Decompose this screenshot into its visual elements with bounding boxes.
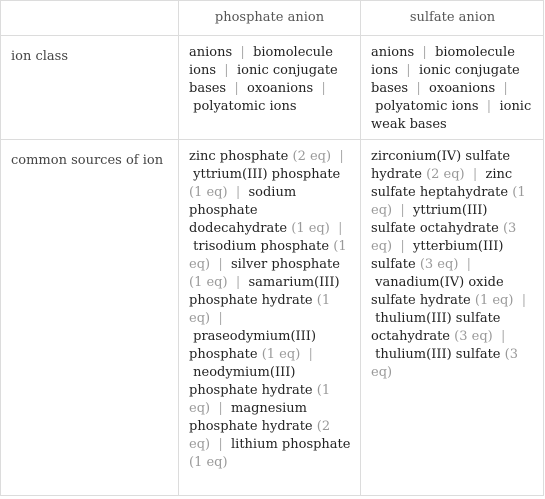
ion-class-sulfate-cell xyxy=(361,36,544,139)
list-separator: | xyxy=(189,311,223,344)
list-item-text: praseodymium(III) phosphate xyxy=(189,329,317,362)
equivalents-label: (1 eq) xyxy=(189,239,347,272)
equivalents-label: (3 eq) xyxy=(371,347,518,380)
equivalents-label: (1 eq) xyxy=(371,185,526,218)
list-item-text: ionic weak bases xyxy=(371,99,532,132)
list-separator: | xyxy=(392,239,414,254)
list-separator: | xyxy=(226,81,248,96)
sources-phosphate-cell xyxy=(179,140,360,496)
list-item-text: magnesium phosphate hydrate xyxy=(189,401,313,434)
list-item-text: polyatomic ions xyxy=(375,99,479,114)
list-item-text: vanadium(IV) oxide sulfate hydrate xyxy=(371,275,504,308)
list-item-text: biomolecule ions xyxy=(189,45,333,78)
list-item-text: zinc phosphate xyxy=(189,149,289,164)
list-separator: | xyxy=(464,167,486,182)
ion-class-phosphate-cell xyxy=(179,36,360,139)
list-item-text: zinc sulfate heptahydrate xyxy=(371,167,513,200)
list-separator: | xyxy=(189,149,344,182)
equivalents-label: (2 eq) xyxy=(292,149,332,164)
list-item-text: trisodium phosphate xyxy=(193,239,330,254)
header-empty-cell xyxy=(1,1,178,35)
list-item-text: thulium(III) sulfate octahydrate xyxy=(371,311,501,344)
list-item-text: yttrium(III) sulfate octahydrate xyxy=(371,203,499,236)
list-item-text: anions xyxy=(371,45,415,60)
equivalents-label: (2 eq) xyxy=(426,167,465,182)
list-separator: | xyxy=(189,221,343,254)
equivalents-label: (2 eq) xyxy=(189,419,331,452)
header-sulfate-anion: sulfate anion xyxy=(409,10,496,25)
list-item-text: yttrium(III) phosphate xyxy=(193,167,341,182)
list-separator: | xyxy=(371,81,508,114)
sources-sulfate-cell xyxy=(361,140,544,496)
equivalents-label: (1 eq) xyxy=(291,221,330,236)
list-item-text: biomolecule ions xyxy=(371,45,515,78)
equivalents-label: (3 eq) xyxy=(371,221,517,254)
list-item-text: thulium(III) sulfate xyxy=(375,347,501,362)
list-separator: | xyxy=(371,293,527,326)
list-separator: | xyxy=(227,275,249,290)
list-separator: | xyxy=(210,257,232,272)
equivalents-label: (1 eq) xyxy=(261,347,301,362)
equivalents-label: (3 eq) xyxy=(419,257,459,272)
equivalents-label: (1 eq) xyxy=(189,185,228,200)
list-item-text: samarium(III) phosphate hydrate xyxy=(189,275,340,308)
list-item-text: silver phosphate xyxy=(231,257,340,272)
list-separator: | xyxy=(216,63,237,78)
list-separator: | xyxy=(398,63,419,78)
list-separator: | xyxy=(408,81,430,96)
list-separator: | xyxy=(232,45,254,60)
list-separator: | xyxy=(189,81,326,114)
list-separator: | xyxy=(210,437,232,452)
row-label-common-sources: common sources of ion xyxy=(11,153,164,168)
list-item-text: ionic conjugate bases xyxy=(189,63,338,96)
equivalents-label: (1 eq) xyxy=(189,383,331,416)
row-label-ion-class: ion class xyxy=(11,49,69,64)
list-separator: | xyxy=(189,347,313,380)
list-separator: | xyxy=(210,401,232,416)
list-item-text: sodium phosphate dodecahydrate xyxy=(189,185,297,236)
equivalents-label: (1 eq) xyxy=(189,455,228,470)
list-item-text: lithium phosphate xyxy=(231,437,351,452)
header-phosphate-anion: phosphate anion xyxy=(214,10,325,25)
equivalents-label: (1 eq) xyxy=(189,275,228,290)
list-separator: | xyxy=(371,257,472,290)
list-separator: | xyxy=(371,329,506,362)
list-separator: | xyxy=(414,45,436,60)
list-item-text: zirconium(IV) sulfate hydrate xyxy=(371,149,511,182)
equivalents-label: (1 eq) xyxy=(189,293,331,326)
list-separator: | xyxy=(392,203,414,218)
list-item-text: polyatomic ions xyxy=(193,99,297,114)
list-item-text: oxoanions xyxy=(429,81,496,96)
list-separator: | xyxy=(478,99,500,114)
list-item-text: oxoanions xyxy=(247,81,314,96)
list-separator: | xyxy=(227,185,249,200)
list-item-text: ytterbium(III) sulfate xyxy=(371,239,504,272)
equivalents-label: (3 eq) xyxy=(454,329,493,344)
list-item-text: neodymium(III) phosphate hydrate xyxy=(189,365,313,398)
list-item-text: ionic conjugate bases xyxy=(371,63,520,96)
list-item-text: anions xyxy=(189,45,233,60)
equivalents-label: (1 eq) xyxy=(474,293,514,308)
